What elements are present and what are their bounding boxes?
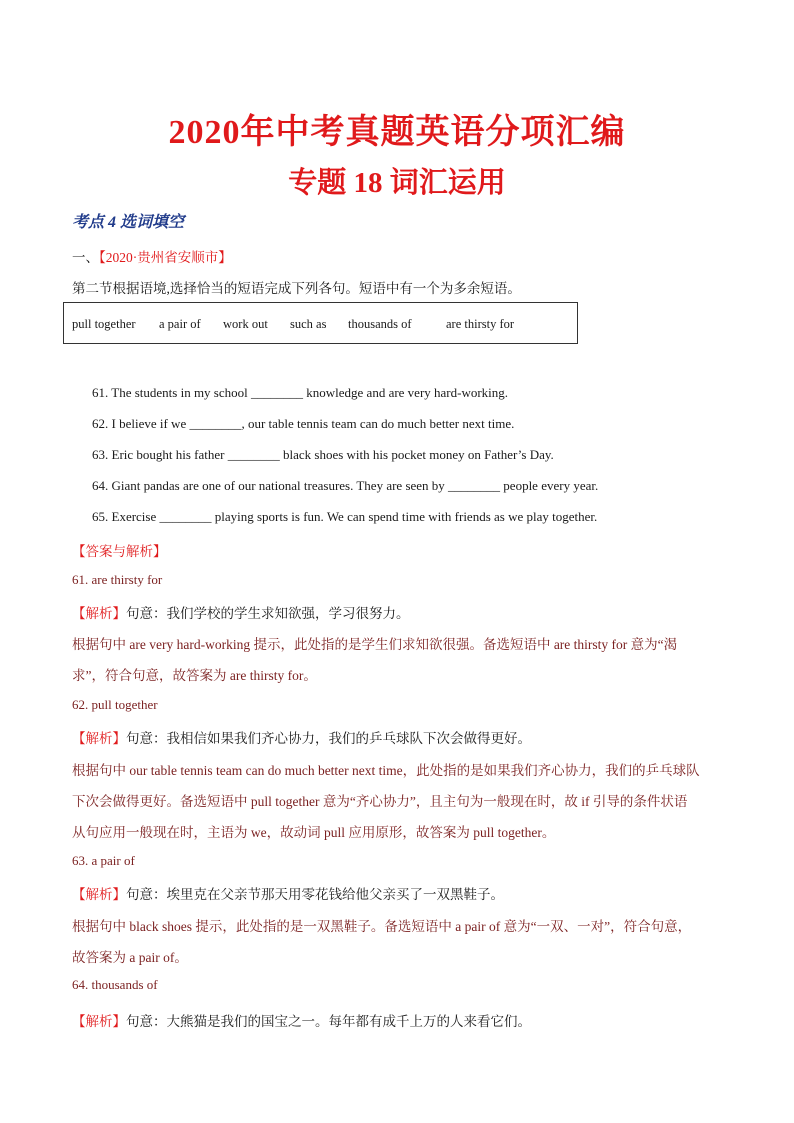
phrase-option: pull together — [72, 317, 136, 331]
answer-62: 62. pull together — [72, 697, 158, 712]
phrase-option: are thirsty for — [446, 317, 515, 331]
phrase-box — [63, 302, 578, 344]
question-source: 【2020·贵州省安顺市】 — [99, 250, 232, 265]
answer-61: 61. are thirsty for — [72, 572, 163, 587]
explanation-line: 从句应用一般现在时，主语为 we，故动词 pull 应用原形，故答案为 pull together。 — [72, 825, 556, 840]
sentence-meaning: 句意：我们学校的学生求知欲强，学习很努力。 — [126, 606, 410, 621]
phrase-option: a pair of — [159, 317, 201, 331]
analysis-62 — [72, 727, 531, 747]
document-title: 2020年中考真题英语分项汇编 — [168, 114, 626, 151]
explanation-line: 求”，符合句意，故答案为 are thirsty for。 — [72, 668, 317, 683]
question-number-prefix: 一、 — [72, 250, 99, 265]
analysis-label: 【解析】 — [72, 731, 126, 746]
instruction-text: 第二节根据语境,选择恰当的短语完成下列各句。短语中有一个为多余短语。 — [72, 281, 521, 296]
explanation-line: 故答案为 a pair of。 — [72, 950, 188, 965]
sentence-meaning: 句意：大熊猫是我们的国宝之一。每年都有成千上万的人来看它们。 — [126, 1014, 531, 1029]
document-subtitle: 专题 18 词汇运用 — [288, 167, 506, 199]
answer-heading: 【答案与解析】 — [72, 544, 167, 559]
phrase-option: thousands of — [348, 317, 412, 331]
answer-63: 63. a pair of — [72, 853, 135, 868]
analysis-label: 【解析】 — [72, 1014, 126, 1029]
phrase-option: work out — [223, 317, 268, 331]
question-62: 62. I believe if we ________, our table tennis team can do much better next time. — [92, 416, 515, 431]
answer-64: 64. thousands of — [72, 977, 158, 992]
analysis-label: 【解析】 — [72, 606, 126, 621]
section-heading: 考点 4 选词填空 — [72, 214, 185, 231]
question-64: 64. Giant pandas are one of our national treasures. They are seen by ________ people every year. — [92, 478, 599, 493]
explanation-line: 根据句中 are very hard-working 提示，此处指的是学生们求知欲很强。备选短语中 are thirsty for 意为“渴 — [72, 637, 678, 652]
question-header — [72, 246, 232, 266]
explanation-line: 根据句中 our table tennis team can do much better next time，此处指的是如果我们齐心协力，我们的乒乓球队 — [72, 763, 700, 778]
analysis-64 — [72, 1010, 531, 1030]
explanation-line: 根据句中 black shoes 提示，此处指的是一双黑鞋子。备选短语中 a pair of 意为“一双、一对”，符合句意， — [72, 919, 692, 934]
question-61: 61. The students in my school ________ knowledge and are very hard-working. — [92, 385, 509, 400]
sentence-meaning: 句意：我相信如果我们齐心协力，我们的乒乓球队下次会做得更好。 — [126, 731, 531, 746]
phrase-option: such as — [290, 317, 327, 331]
analysis-label: 【解析】 — [72, 887, 126, 902]
question-63: 63. Eric bought his father ________ black shoes with his pocket money on Father’s Day. — [92, 447, 554, 462]
question-65: 65. Exercise ________ playing sports is fun. We can spend time with friends as we play together. — [92, 509, 598, 524]
analysis-61 — [72, 602, 410, 622]
explanation-line: 下次会做得更好。备选短语中 pull together 意为“齐心协力”，且主句为一般现在时，故 if 引导的条件状语 — [72, 794, 688, 809]
sentence-meaning: 句意：埃里克在父亲节那天用零花钱给他父亲买了一双黑鞋子。 — [126, 887, 504, 902]
analysis-63 — [72, 883, 504, 903]
